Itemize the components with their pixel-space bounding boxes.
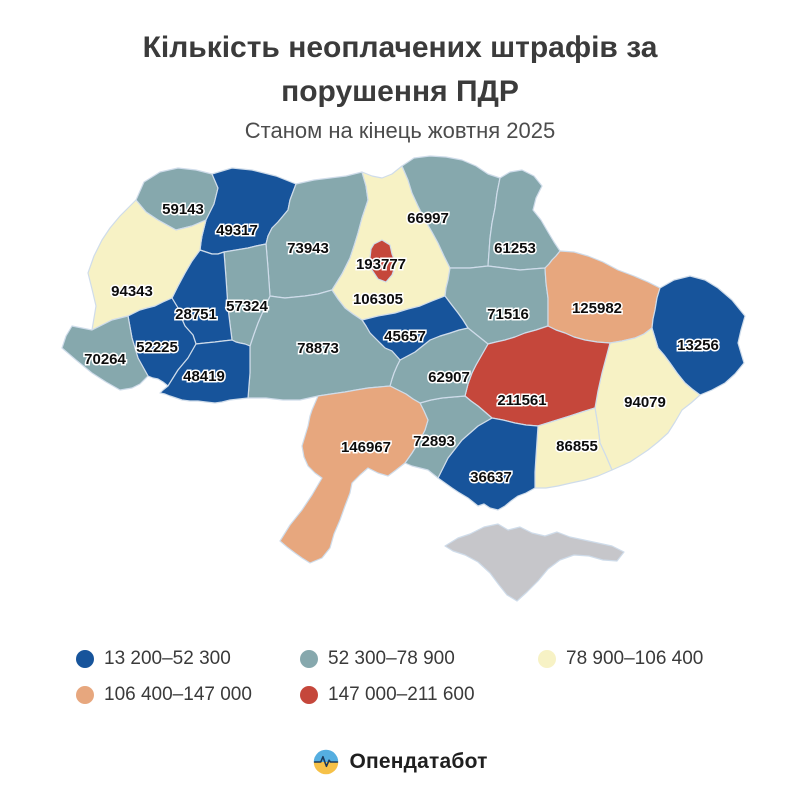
region-label-zhytomyr: 73943 [287,240,329,257]
region-label-kyiv-city: 193777 [355,256,407,273]
legend-item-bucket2 [300,648,538,670]
legend-dot-blue [76,650,94,668]
region-label-donetsk: 94079 [624,394,666,411]
region-label-poltava: 71516 [487,306,529,323]
ukraine-choropleth-map [0,148,800,628]
legend-item-bucket3 [538,648,756,670]
legend-dot-salmon [76,686,94,704]
legend-item-bucket4 [76,684,300,706]
region-label-khmelnytskyi: 57324 [226,298,268,315]
region-odesa [280,386,428,563]
region-label-dnipropetrovsk: 211561 [497,392,547,409]
region-label-vinnytsia: 78873 [297,340,339,357]
page-subtitle: Станом на кінець жовтня 2025 [244,118,556,143]
legend-item-bucket1 [76,648,300,670]
region-label-kyiv-oblast: 106305 [352,291,404,308]
region-crimea [445,524,624,601]
footer [0,748,800,776]
region-label-ivano-frankivsk: 52225 [136,339,178,356]
legend-item-bucket5 [300,684,538,706]
region-label-lviv: 94343 [111,283,153,300]
legend-dot-teal [300,650,318,668]
region-kharkiv [545,251,660,343]
region-label-kherson: 36637 [470,469,512,486]
legend-label: 147 000–211 600 [328,684,475,705]
legend-label: 52 300–78 900 [328,648,455,669]
legend-dot-yellow [538,650,556,668]
legend-label: 13 200–52 300 [104,648,231,669]
region-label-zaporizhzhia: 86855 [556,438,598,455]
region-label-odesa: 146967 [340,439,392,456]
opendatabot-logo-icon [312,748,340,776]
region-label-ternopil: 28751 [175,306,217,323]
region-label-rivne: 49317 [216,222,258,239]
region-label-kharkiv: 125982 [571,300,623,317]
page-title: Кількість неоплачених штрафів за порушення ПДР [142,31,658,108]
region-label-sumy: 61253 [494,240,536,257]
region-label-chernihiv: 66997 [407,210,449,227]
footer-brand: Опендатабот [349,750,488,773]
ukraine-map-container [0,148,800,628]
region-label-volyn: 59143 [162,201,204,218]
region-label-zakarpattia: 70264 [84,351,126,368]
region-label-kirovohrad: 62907 [428,369,470,386]
region-label-chernivtsi: 48419 [183,368,225,385]
legend-label: 78 900–106 400 [566,648,704,669]
legend-dot-red [300,686,318,704]
legend [76,648,756,706]
legend-label: 106 400–147 000 [104,684,252,705]
region-label-luhansk: 13256 [677,337,719,354]
region-label-cherkasy: 45657 [384,328,426,345]
region-label-mykolaiv: 72893 [413,433,455,450]
